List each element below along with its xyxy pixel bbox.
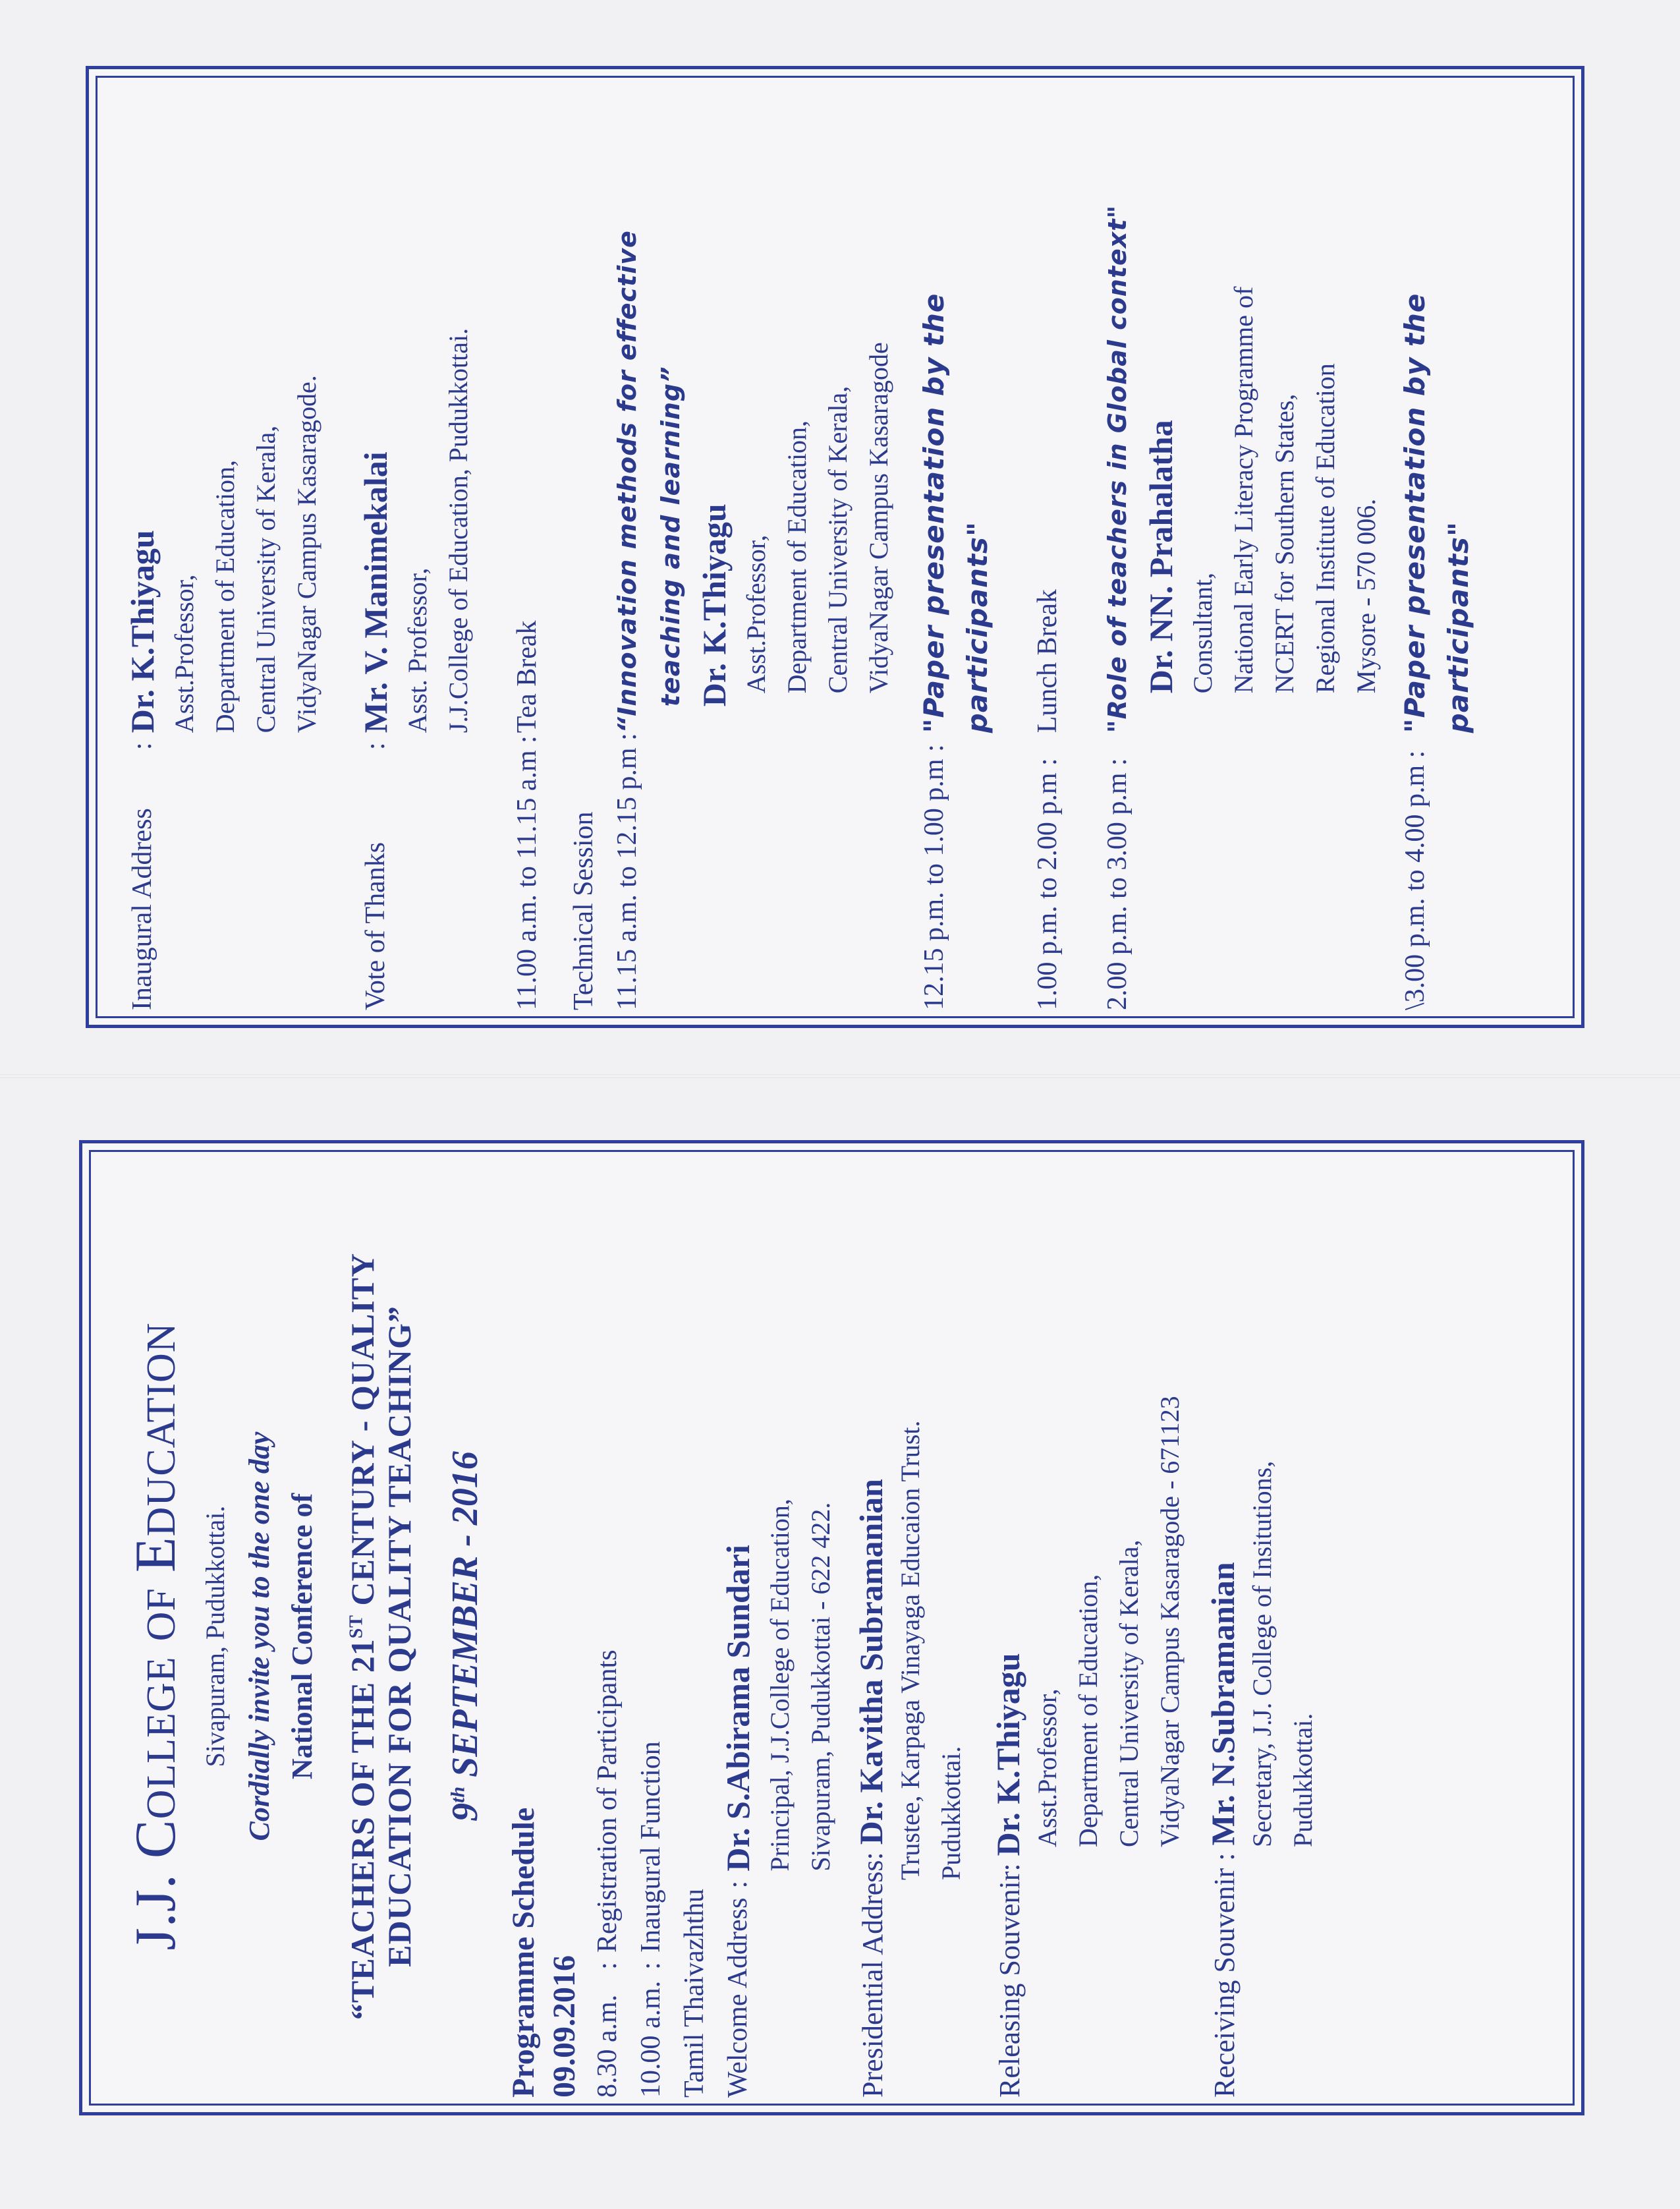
receiving-detail: Pudukkottai.	[1287, 1713, 1318, 1847]
date-day: 9	[445, 1802, 486, 1822]
session1-speaker: Dr. K.Thiyagu	[696, 503, 733, 707]
college-name: J.J. College of Education	[124, 1322, 188, 1951]
schedule-time: 10.00 a.m.	[635, 1980, 666, 2098]
theme-superscript: ST	[346, 1615, 367, 1639]
schedule-continued	[107, 88, 1580, 1023]
inaugural-label: Inaugural Address	[127, 808, 157, 1010]
session2-time: 2.00 p.m. to 3.00 p.m :	[1102, 758, 1133, 1010]
receiving-detail: Secretary, J.J. College of Insitutions,	[1246, 1460, 1277, 1847]
receiving-speaker: Mr. N.Subramanian	[1204, 1562, 1241, 1846]
releasing-detail: Asst.Professor,	[1032, 1688, 1062, 1847]
welcome-colon: :	[722, 1880, 753, 1889]
welcome-speaker: Dr. S.Abirama Sundari	[719, 1545, 756, 1872]
vote-label: Vote of Thanks	[360, 842, 391, 1010]
cover-panel-inner-border	[89, 1150, 1575, 2106]
inaugural-speaker: Dr. K.Thiyagu	[124, 530, 161, 733]
session2-detail: NCERT for Southern States,	[1270, 393, 1299, 694]
conference-date	[444, 1162, 486, 2111]
schedule-row	[629, 1650, 673, 2098]
event-type: National Conference of	[286, 1493, 318, 1780]
session1-detail: Department of Education,	[782, 420, 812, 694]
session2-title: "Role of teachers in Global context"	[1103, 204, 1132, 733]
invitation-line: Cordially invite you to the one day	[243, 1431, 275, 1841]
paper1-time: 12.15 p.m. to 1.00 p.m :	[919, 744, 949, 1010]
theme-part: CENTURY - QUALITY	[344, 1252, 381, 1615]
inaugural-detail: Asst.Professor,	[169, 574, 199, 733]
session2-detail: Consultant,	[1188, 572, 1218, 694]
session1-title: “Innovation methods for effective	[613, 230, 642, 733]
schedule-panel	[86, 66, 1584, 1028]
paper1-row	[912, 88, 999, 1010]
tea-text: Tea Break	[512, 620, 542, 733]
session1-detail: VidyaNagar Campus Kasaragode	[864, 342, 893, 694]
tea-time: 11.00 a.m. to 11.15 a.m :	[512, 735, 542, 1010]
vote-speaker: Mr. V. Manimekalai	[357, 451, 394, 733]
session2-detail: National Early Literacy Programme of	[1229, 286, 1258, 694]
paper2-time: \3.00 p.m. to 4.00 p.m :	[1400, 750, 1430, 1010]
presidential-label: Presidential Address:	[856, 1852, 889, 2098]
session1-detail: Central University of Kerala,	[823, 386, 853, 694]
date-rest: SEPTEMBER - 2016	[445, 1451, 486, 1787]
inaugural-detail: Department of Education,	[210, 459, 240, 733]
schedule-text: Registration of Participants	[592, 1650, 623, 1953]
presidential-block	[852, 1162, 972, 2098]
paper1-text: "Paper presentation by the participants"	[918, 293, 994, 733]
tea-break-row	[505, 88, 549, 1010]
schedule-text: Inaugural Function	[635, 1741, 666, 1953]
session2-speaker: Dr. NN. Prahalatha	[1142, 420, 1179, 694]
receiving-label: Receiving Souvenir :	[1208, 1852, 1241, 2098]
lunch-time: 1.00 p.m. to 2.00 p.m :	[1032, 758, 1063, 1010]
theme-part: “TEACHERS OF THE 21	[344, 1638, 381, 2021]
releasing-speaker: Dr. K.Thiyagu	[989, 1653, 1026, 1856]
technical-session-label: Technical Session	[569, 811, 599, 1010]
presidential-detail: Trustee, Karpaga Vinayaga Educaion Trust.	[895, 1420, 925, 1880]
welcome-label: Welcome Address	[722, 1897, 753, 2098]
conference-theme	[344, 1162, 418, 2111]
welcome-detail: Sivapuram, Pudukkottai - 622 422.	[805, 1502, 835, 1872]
welcome-detail: Principal, J.J.College of Education,	[764, 1499, 795, 1872]
releasing-detail: VidyaNagar Campus Kasaragode - 671123	[1154, 1396, 1185, 1847]
releasing-detail: Central University of Kerala,	[1113, 1539, 1144, 1847]
schedule-row	[586, 1650, 629, 2098]
receiving-block	[1204, 1162, 1324, 2098]
schedule-colon: :	[592, 1962, 623, 1970]
releasing-block	[989, 1162, 1190, 2098]
schedule-row	[673, 1499, 716, 2098]
schedule-date: 09.09.2016	[547, 1955, 582, 2098]
presidential-speaker: Dr. Kavitha Subramanian	[852, 1479, 889, 1845]
schedule-heading: Programme Schedule	[506, 1807, 541, 2098]
theme-part: EDUCATION FOR QUALITY TEACHING”	[381, 1305, 418, 1967]
schedule-time: 8.30 a.m.	[592, 1994, 623, 2098]
releasing-detail: Department of Education,	[1073, 1574, 1103, 1847]
releasing-label: Releasing Souvenir:	[993, 1863, 1026, 2098]
vote-colon: :	[360, 742, 391, 751]
lunch-row	[1026, 88, 1069, 1010]
page-fold	[0, 1074, 1680, 1078]
technical-session-row	[562, 88, 605, 1010]
date-superscript: th	[447, 1786, 469, 1803]
presidential-detail: Pudukkottai.	[936, 1746, 966, 1880]
inaugural-detail: Central University of Kerala,	[251, 425, 281, 733]
schedule-colon: :	[635, 1962, 666, 1970]
session1-time: 11.15 a.m. to 12.15 p.m :	[612, 733, 642, 1010]
session1-title-cont: teaching and learning”	[656, 366, 685, 707]
paper2-text: "Paper presentation by the participants"	[1399, 293, 1474, 733]
cover-content	[101, 1162, 1580, 2111]
vote-detail: Asst. Professor,	[403, 567, 432, 733]
welcome-row	[716, 1499, 841, 2098]
inaugural-detail: VidyaNagar Campus Kasaragode.	[292, 375, 322, 733]
college-location: Sivapuram, Pudukkottai.	[200, 1505, 230, 1767]
cover-panel	[79, 1140, 1584, 2115]
schedule-time: Tamil Thaivazhthu	[679, 1888, 710, 2098]
paper2-row	[1393, 88, 1480, 1010]
vote-detail: J.J.College of Education, Pudukkottai.	[443, 328, 473, 733]
inaugural-colon: :	[127, 742, 157, 751]
session1-detail: Asst.Professor,	[741, 534, 771, 694]
vote-of-thanks-row	[354, 88, 479, 1010]
inaugural-row	[121, 88, 327, 1010]
session2-detail: Regional Institute of Education	[1310, 363, 1340, 694]
schedule-panel-inner-border	[96, 76, 1575, 1018]
lunch-text: Lunch Break	[1032, 589, 1063, 733]
session2-detail: Mysore - 570 006.	[1351, 498, 1381, 694]
session2-row	[1096, 88, 1387, 1010]
session1-row	[605, 88, 899, 1010]
programme-schedule	[503, 1162, 1324, 2098]
